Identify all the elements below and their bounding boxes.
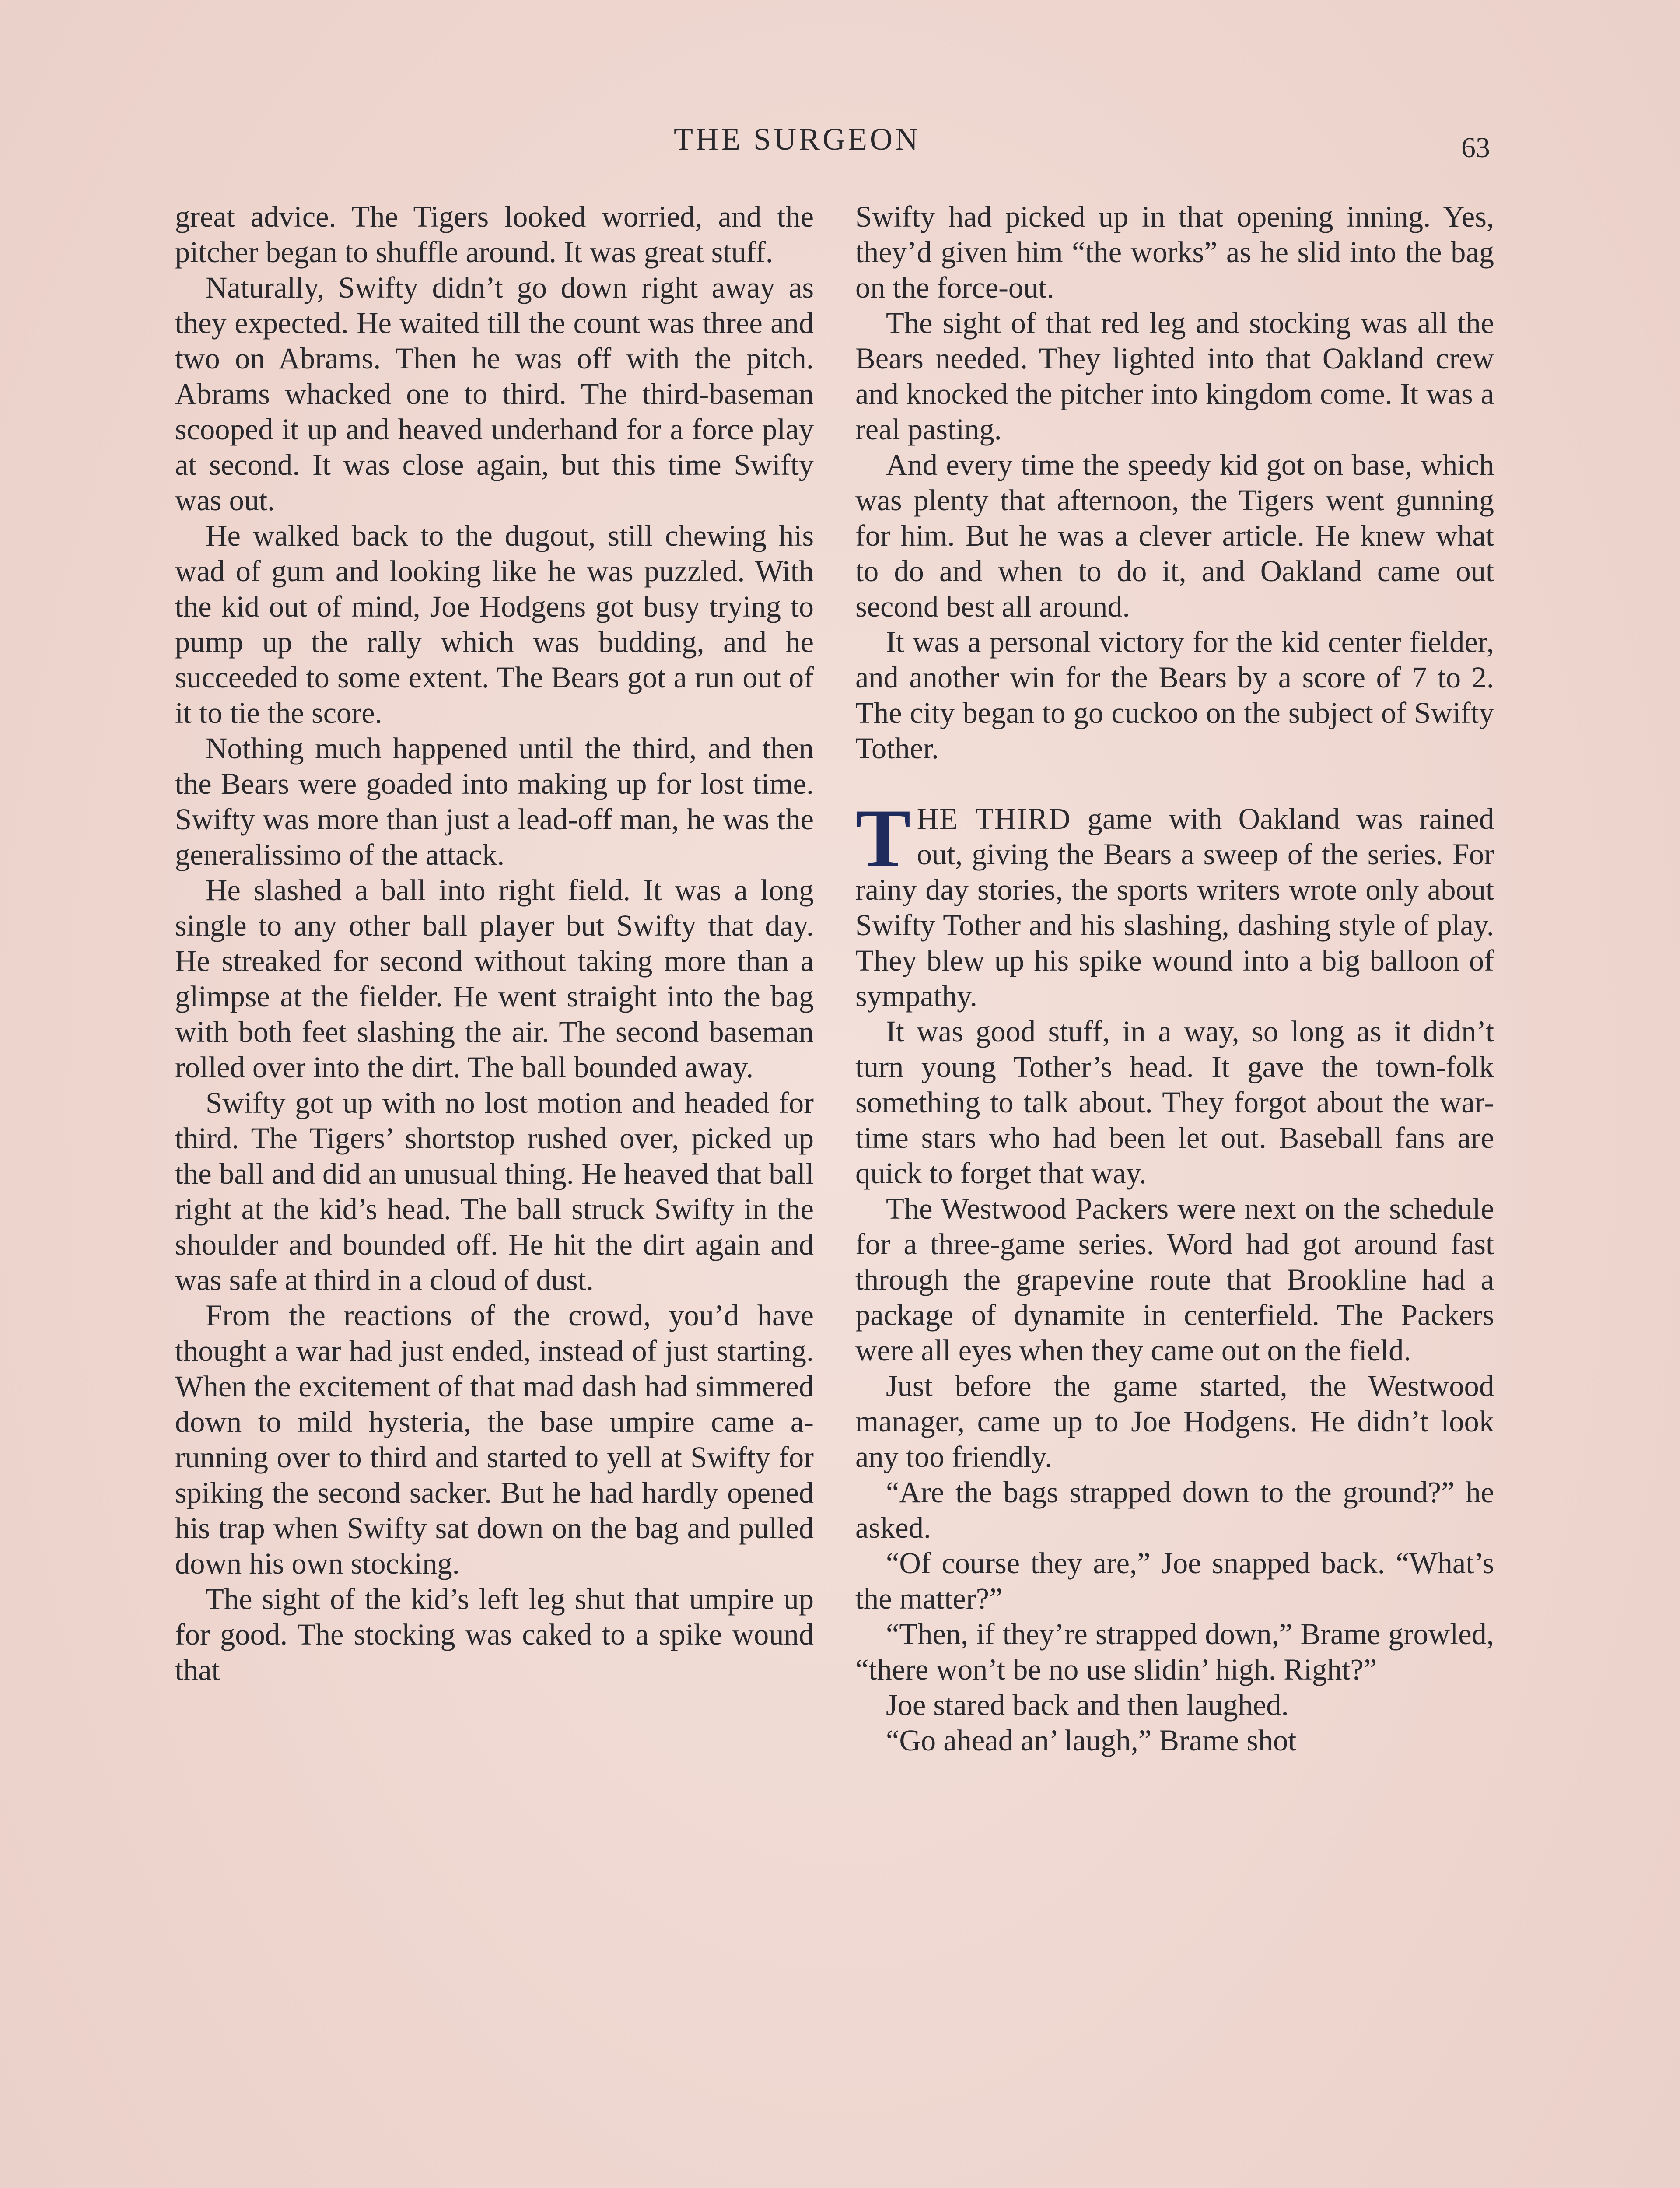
paragraph: And every time the speedy kid got on base, which was plenty that afternoon, the Tigers went gunning for him. But he was a clever article. He knew what to do and when to do it, and Oakland came out second best all around.	[855, 448, 1494, 623]
paragraph: The sight of the kid’s left leg shut that umpire up for good. The stocking was caked to a spike wound that	[175, 1582, 814, 1687]
paragraph: The Westwood Packers were next on the schedule for a three-game series. Word had got around fast through the grapevine route that Brookline had a package of dynamite in centerfield. The Packers were all eyes when they came out on the field.	[855, 1192, 1494, 1367]
section-opening-text: game with Oakland was rained out, giving the Bears a sweep of the series. For rainy day stories, the sports writers wrote only about Swifty Tother and his slashing, dashing style of play. They blew up his spike wound into a big balloon of sympathy.	[855, 802, 1494, 1013]
section-lead-words: HE THIRD	[917, 802, 1071, 835]
paragraph: Swifty had picked up in that opening inning. Yes, they’d given him “the works” as he slid into the bag on the force-out.	[855, 200, 1494, 304]
left-column	[175, 199, 814, 1688]
paragraph: Joe stared back and then laughed.	[886, 1688, 1289, 1722]
page-header	[0, 0, 1680, 184]
paragraph: Swifty got up with no lost motion and headed for third. The Tigers’ shortstop rushed over, picked up the ball and did an unusual thing. He heaved that ball right at the kid’s head. The ball struck Swifty in the shoulder and bounded off. He hit the dirt again and was safe at third in a cloud of dust.	[175, 1086, 814, 1297]
paragraph: He slashed a ball into right field. It was a long single to any other ball player but Swifty that day. He streaked for second without taking more than a glimpse at the fielder. He went straight into the bag with both feet slashing the air. The second baseman rolled over into the dirt. The ball bounded away.	[175, 873, 814, 1084]
paragraph: Just before the game started, the Westwood manager, came up to Joe Hodgens. He didn’t look any too friendly.	[855, 1369, 1494, 1473]
paragraph: The sight of that red leg and stocking was all the Bears needed. They lighted into that Oakland crew and knocked the pitcher into kingdom come. It was a real pasting.	[855, 306, 1494, 446]
paragraph: From the reactions of the crowd, you’d have thought a war had just ended, instead of just starting. When the excitement of that mad dash had simmered down to mild hysteria, the base umpire came a-running over to third and started to yell at Swifty for spiking the second sacker. But he had hardly opened his trap when Swifty sat down on the bag and pulled down his own stocking.	[175, 1299, 814, 1580]
paragraph: Naturally, Swifty didn’t go down right away as they expected. He waited till the count was three and two on Abrams. Then he was off with the pitch. Abrams whacked one to third. The third-baseman scooped it up and heaved underhand for a force play at second. It was close again, but this time Swifty was out.	[175, 271, 814, 517]
paragraph: “Of course they are,” Joe snapped back. “What’s the matter?”	[855, 1546, 1494, 1615]
page-number: 63	[1461, 132, 1490, 164]
drop-cap: T	[855, 792, 911, 884]
paragraph: great advice. The Tigers looked worried, and the pitcher began to shuffle around. It was great stuff.	[175, 200, 814, 269]
paragraph: “Then, if they’re strapped down,” Brame growled, “there won’t be no use slidin’ high. Right?”	[855, 1617, 1494, 1686]
paragraph: “Are the bags strapped down to the ground?” he asked.	[855, 1476, 1494, 1544]
paragraph: It was good stuff, in a way, so long as it didn’t turn young Tother’s head. It gave the town-folk something to talk about. They forgot about the war-time stars who had been let out. Baseball fans are quick to forget that way.	[855, 1015, 1494, 1190]
section-opening-paragraph	[855, 792, 1494, 1014]
running-title: THE SURGEON	[674, 122, 920, 157]
paragraph: He walked back to the dugout, still chewing his wad of gum and looking like he was puzzled. With the kid out of mind, Joe Hodgens got busy trying to pump up the rally which was budding, and he succeeded to some extent. The Bears got a run out of it to tie the score.	[175, 519, 814, 729]
paragraph: Nothing much happened until the third, and then the Bears were goaded into making up for lost time. Swifty was more than just a lead-off man, he was the generalissimo of the attack.	[175, 732, 814, 871]
paragraph: “Go ahead an’ laugh,” Brame shot	[886, 1724, 1297, 1757]
right-column	[855, 199, 1494, 1758]
paragraph: It was a personal victory for the kid center fielder, and another win for the Bears by a score of 7 to 2. The city began to go cuckoo on the subject of Swifty Tother.	[855, 625, 1494, 765]
